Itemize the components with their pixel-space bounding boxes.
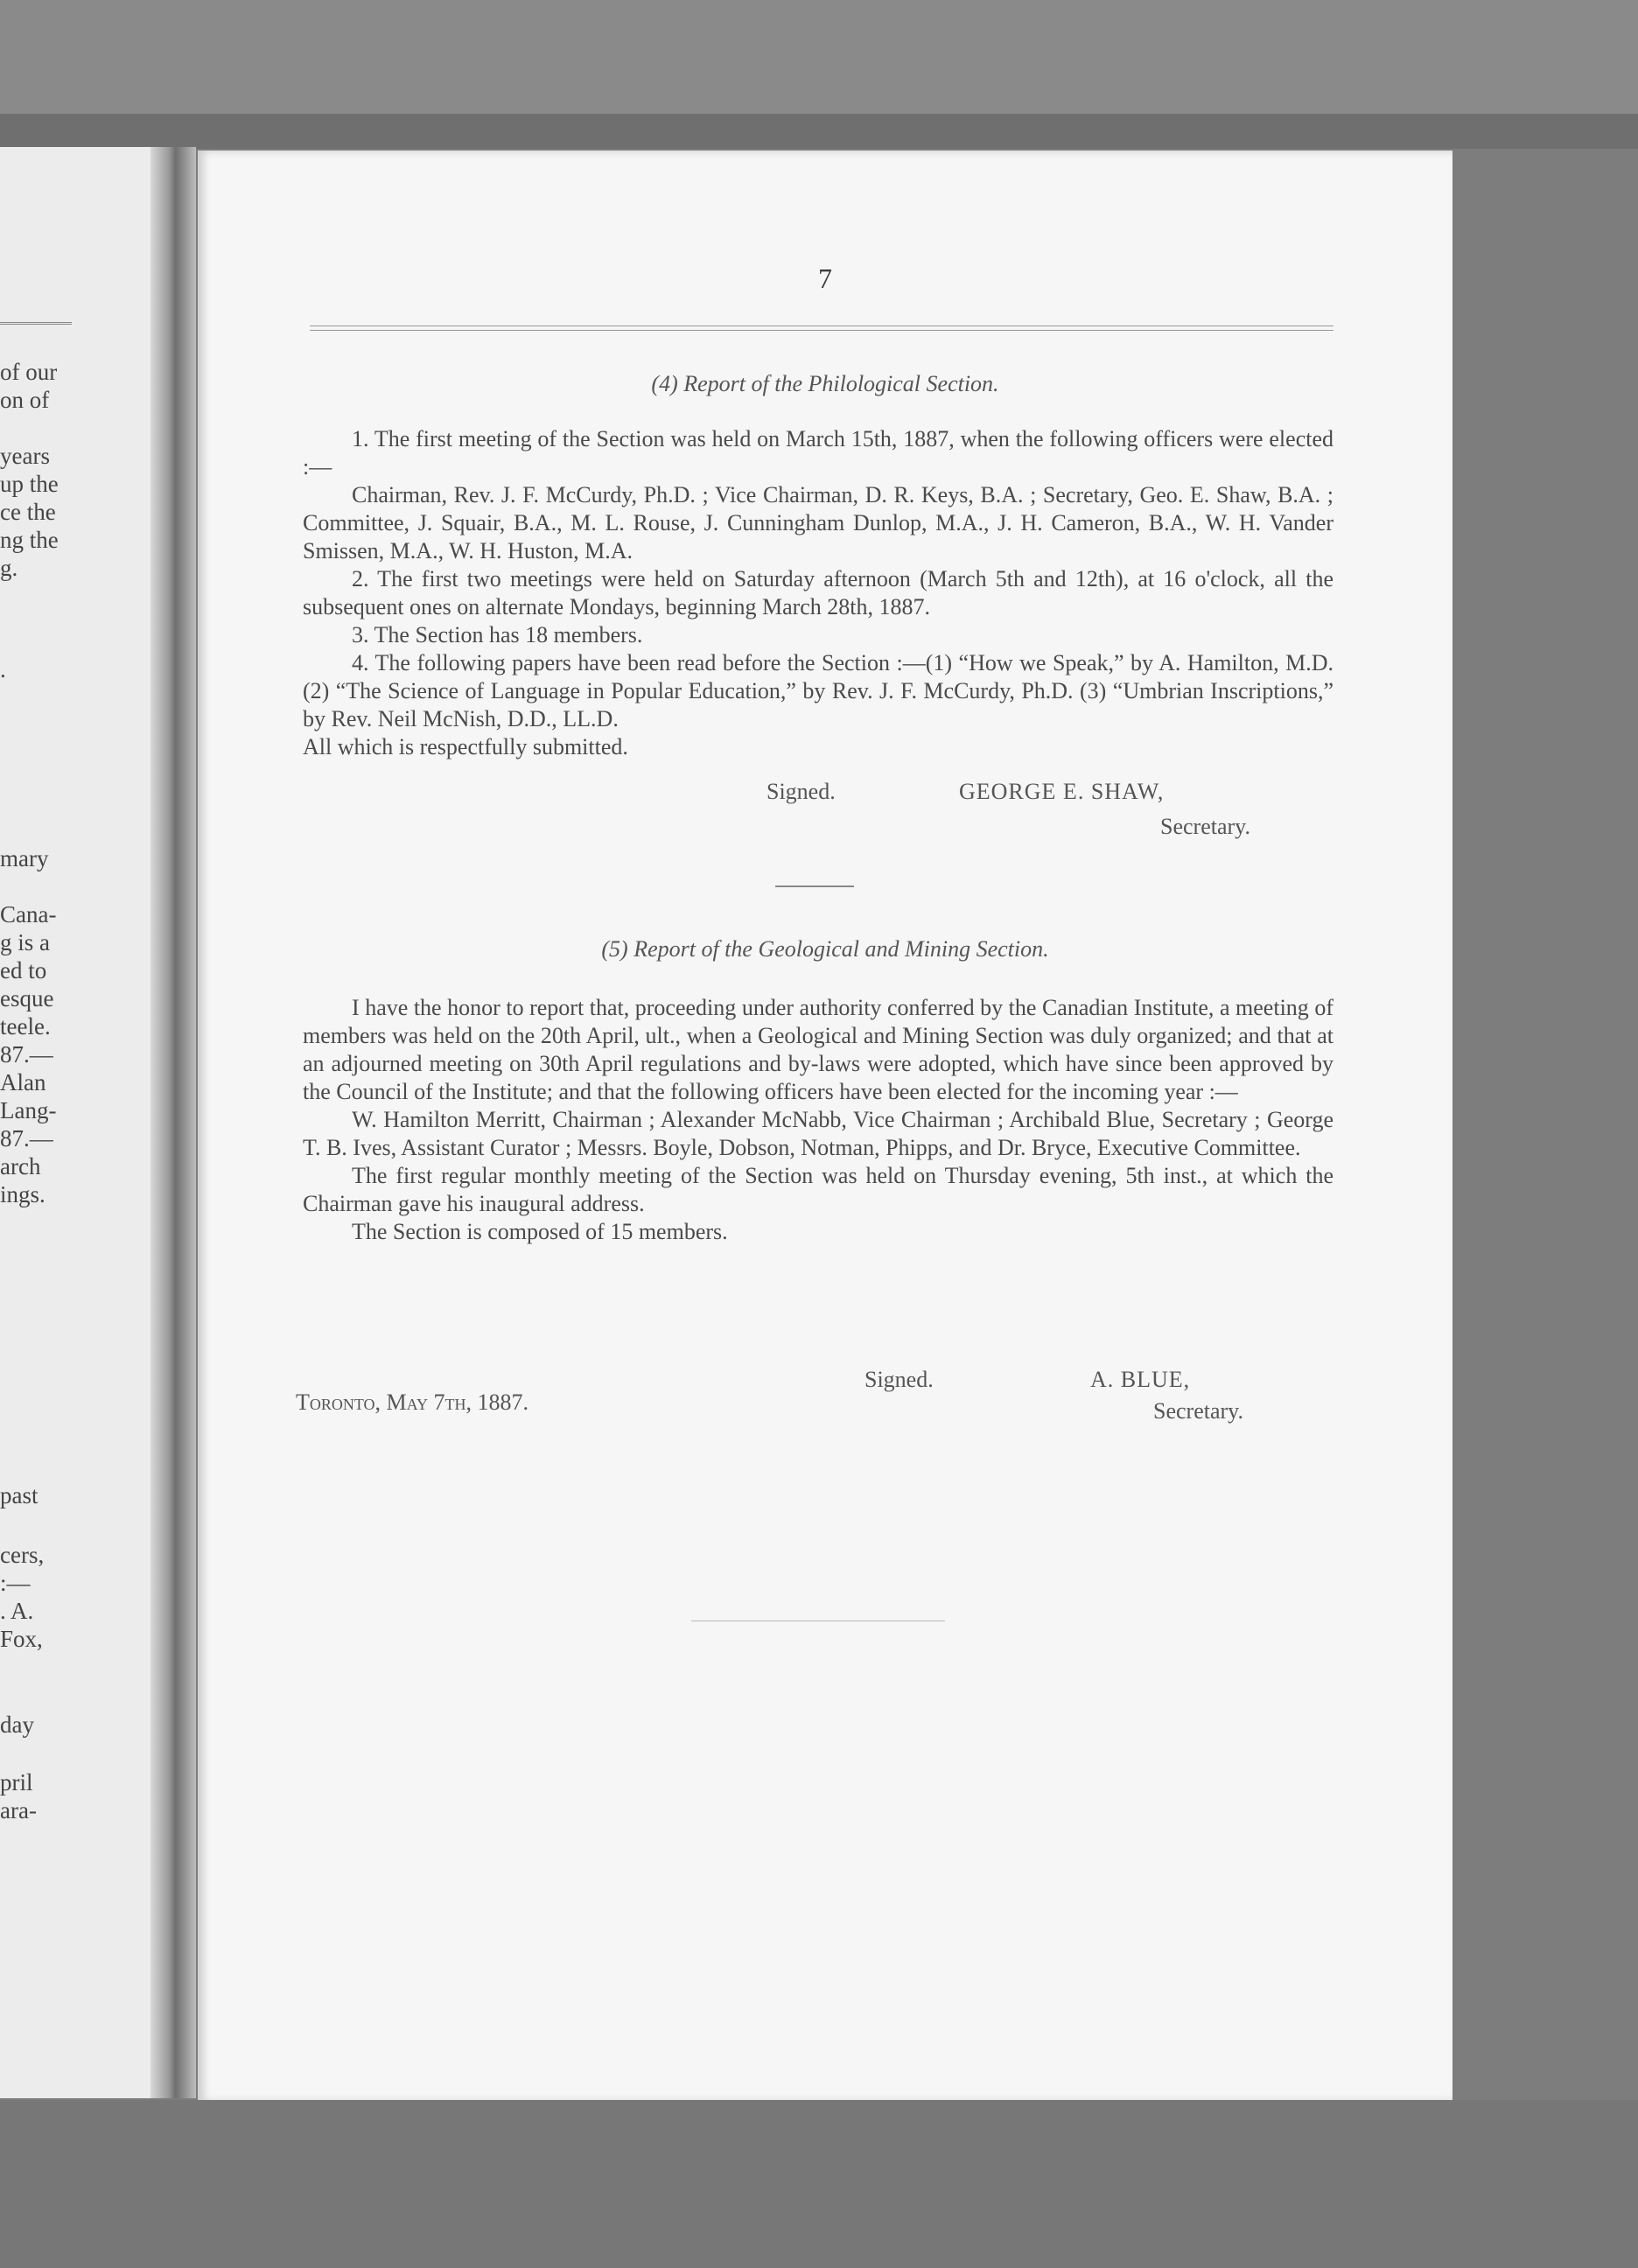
closing-line: All which is respectfully submitted. bbox=[303, 734, 628, 760]
facing-page-line: mary bbox=[0, 845, 49, 872]
body-paragraph: I have the honor to report that, proceeding under authority conferred by the Canadian Institute, a meeting of members was held on the 20th April, ult., when a Geological and Mining Section was duly organized; and that at an adjourned meeting on 30th April regulations and by-laws were adopted, which have since been approved by the Council of the Institute; and that the following officers have been elected for the incoming year :— bbox=[303, 995, 1334, 1104]
facing-page-rule bbox=[0, 322, 72, 325]
page-number: 7 bbox=[818, 262, 832, 294]
philological-section-title: (4) Report of the Philological Section. bbox=[651, 371, 999, 396]
place-and-date: Toronto, May 7th, 1887. bbox=[296, 1390, 529, 1415]
facing-page-line: up the bbox=[0, 471, 59, 497]
body-paragraph: The first regular monthly meeting of the Section was held on Thursday evening, 5th inst., at which the Chairman gave his inaugural address. bbox=[303, 1163, 1334, 1216]
facing-page-fragment bbox=[0, 147, 166, 2098]
facing-page-line: ings. bbox=[0, 1181, 46, 1208]
facing-page-line: ng the bbox=[0, 527, 59, 553]
facing-page-line: cers, bbox=[0, 1542, 45, 1568]
facing-page-line: pril bbox=[0, 1769, 33, 1796]
facing-page-line: Alan bbox=[0, 1069, 46, 1096]
facing-page-line: ed to bbox=[0, 957, 47, 984]
facing-page-line: esque bbox=[0, 985, 54, 1012]
signatory-name: A. BLUE, bbox=[1090, 1367, 1191, 1392]
facing-page-line: :— bbox=[0, 1570, 31, 1596]
facing-page-line: 87.— bbox=[0, 1041, 53, 1068]
facing-page-line: . bbox=[0, 656, 6, 682]
body-paragraph: 4. The following papers have been read before the Section :—(1) “How we Speak,” by A. Hamilton, M.D. (2) “The Science of Language in Popular Education,” by Rev. J. F. McCurdy, Ph.D. (3) “Umbrian Inscriptions,” by Rev. Neil McNish, D.D., LL.D. bbox=[303, 650, 1334, 732]
signed-label: Signed. bbox=[864, 1367, 934, 1392]
signed-label: Signed. bbox=[766, 779, 836, 804]
body-paragraph: 1. The first meeting of the Section was held on March 15th, 1887, when the following officers were elected :— bbox=[303, 426, 1334, 480]
facing-page-line: g. bbox=[0, 555, 18, 581]
scan-background-top bbox=[0, 0, 1638, 114]
facing-page-line: years bbox=[0, 443, 50, 469]
scan-background-band bbox=[0, 114, 1638, 149]
document-page bbox=[198, 150, 1452, 2102]
facing-page-line: of our bbox=[0, 359, 58, 385]
geological-section-title: (5) Report of the Geological and Mining Section. bbox=[601, 936, 1049, 962]
facing-page-line: g is a bbox=[0, 929, 50, 956]
facing-page-line: Fox, bbox=[0, 1626, 43, 1652]
facing-page-line: Lang- bbox=[0, 1097, 57, 1124]
facing-page-line: on of bbox=[0, 387, 50, 413]
facing-page-line: Cana- bbox=[0, 901, 57, 928]
philological-section-body bbox=[303, 425, 1334, 761]
facing-page-line: ce the bbox=[0, 499, 56, 525]
body-paragraph: The Section is composed of 15 members. bbox=[352, 1219, 728, 1244]
body-paragraph: 3. The Section has 18 members. bbox=[352, 622, 643, 648]
signatory-role: Secretary. bbox=[1160, 814, 1250, 839]
geological-section-body bbox=[303, 994, 1334, 1246]
facing-page-line: past bbox=[0, 1482, 38, 1508]
body-paragraph: Chairman, Rev. J. F. McCurdy, Ph.D. ; Vice Chairman, D. R. Keys, B.A. ; Secretary, Geo. E. Shaw, B.A. ; Committee, J. Squair, B.A., M. L. Rouse, J. Cunningham Dunlop, M.A., J. H. Cameron, B.A., W. H. Vander Smissen, M.A., W. H. Huston, M.A. bbox=[303, 482, 1334, 564]
body-paragraph: 2. The first two meetings were held on Saturday afternoon (March 5th and 12th), at 16 o'clock, all the subsequent ones on alternate Mondays, beginning March 28th, 1887. bbox=[303, 566, 1334, 620]
signatory-role: Secretary. bbox=[1153, 1398, 1243, 1424]
end-rule bbox=[691, 1620, 945, 1621]
scan-background-bottom bbox=[0, 2100, 1638, 2268]
section-divider bbox=[775, 886, 854, 887]
header-double-rule bbox=[310, 326, 1334, 331]
facing-page-line: teele. bbox=[0, 1013, 51, 1040]
facing-page-line: arch bbox=[0, 1153, 41, 1180]
facing-page-line: . A. bbox=[0, 1598, 34, 1624]
book-gutter bbox=[150, 147, 196, 2098]
facing-page-line: ara- bbox=[0, 1797, 37, 1824]
facing-page-line: 87.— bbox=[0, 1125, 53, 1152]
body-paragraph: W. Hamilton Merritt, Chairman ; Alexander McNabb, Vice Chairman ; Archibald Blue, Secretary ; George T. B. Ives, Assistant Curator ; Messrs. Boyle, Dobson, Notman, Phipps, and Dr. Bryce, Executive Committee. bbox=[303, 1107, 1334, 1160]
facing-page-line: day bbox=[0, 1712, 34, 1738]
signatory-name: GEORGE E. SHAW, bbox=[959, 779, 1165, 804]
